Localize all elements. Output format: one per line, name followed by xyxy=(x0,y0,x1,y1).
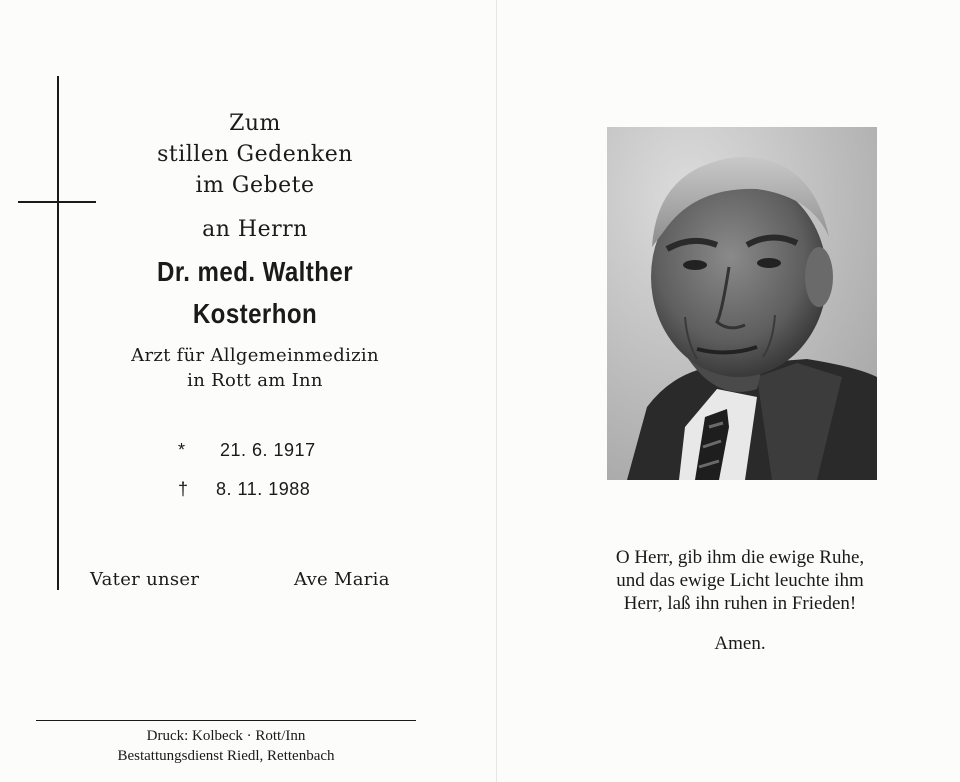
heading-line-3: im Gebete xyxy=(195,173,315,198)
fold-line xyxy=(496,0,497,782)
heading-line-2: stillen Gedenken xyxy=(157,142,353,167)
profession: Arzt für Allgemeinmedizin xyxy=(131,345,379,366)
portrait-photo xyxy=(607,127,877,480)
printer-line: Druck: Kolbeck · Rott/Inn xyxy=(146,728,306,744)
portrait-icon xyxy=(607,127,877,480)
cross-icon-horizontal xyxy=(18,201,96,203)
verse-line-3: Herr, laß ihn ruhen in Frieden! xyxy=(623,593,857,614)
profession-block xyxy=(60,343,450,393)
birth-date: 21. 6. 1917 xyxy=(220,440,316,460)
amen: Amen. xyxy=(714,633,766,654)
cross-icon-vertical xyxy=(57,76,59,590)
verse-line-2: und das ewige Licht leuchte ihm xyxy=(616,570,864,591)
location: in Rott am Inn xyxy=(187,370,323,391)
death-dagger-icon: † xyxy=(178,479,189,499)
prayer-vater-unser: Vater unser xyxy=(90,569,200,590)
verse-line-1: O Herr, gib ihm die ewige Ruhe, xyxy=(615,547,865,568)
salutation: an Herrn xyxy=(202,217,308,242)
prayer-ave-maria: Ave Maria xyxy=(294,569,390,590)
heading-block xyxy=(60,108,450,201)
funeral-service-line: Bestattungsdienst Riedl, Rettenbach xyxy=(117,748,335,764)
heading-line-1: Zum xyxy=(229,111,281,136)
footer-divider xyxy=(36,720,416,721)
birth-star-icon: * xyxy=(178,440,186,460)
printer-info xyxy=(36,726,416,766)
prayer-verse xyxy=(560,546,920,615)
birth-date-row xyxy=(178,440,316,461)
death-date: 8. 11. 1988 xyxy=(216,479,311,499)
name-line-2: Kosterhon xyxy=(192,298,318,329)
name-line-1: Dr. med. Walther xyxy=(157,256,353,287)
death-date-row xyxy=(178,479,310,500)
